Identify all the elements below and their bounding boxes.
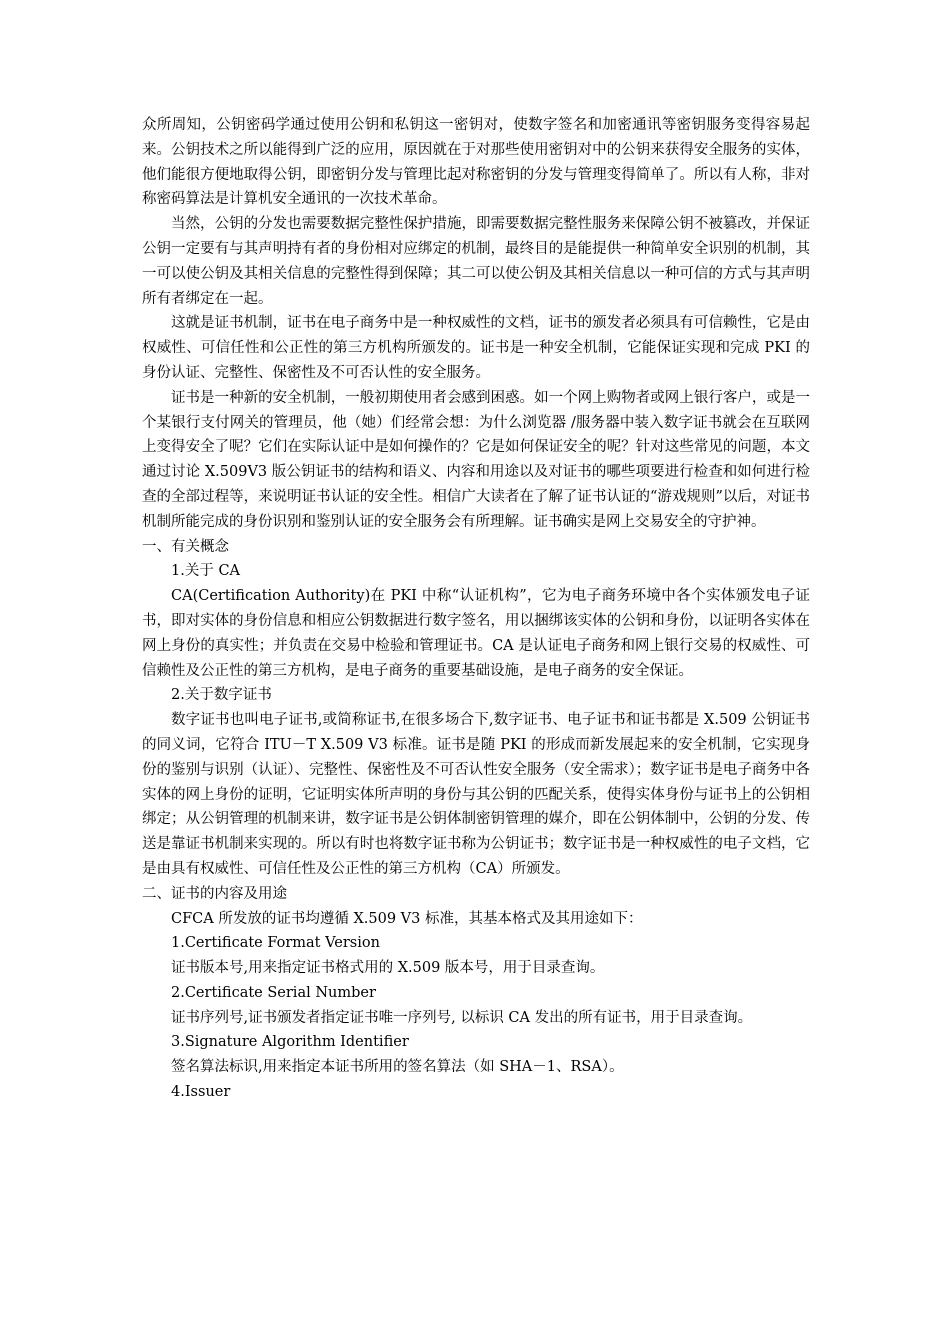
paragraph-intro: 众所周知，公钥密码学通过使用公钥和私钥这一密钥对，使数字签名和加密通讯等密钥服务变得容易起来。公钥技术之所以能得到广泛的应用，原因就在于对那些使用密钥对中的公钥来获得安全服务的实体，他们能很方便地取得公钥，即密钥分发与管理比起对称密钥的分发与管理变得简单了。所以有人称，非对称密码算法是计算机安全通讯的一次技术革命。: [142, 117, 810, 208]
document-page: [142, 113, 810, 1105]
field-heading-serial-number: 2.Certificate Serial Number: [171, 984, 376, 1001]
subheading-about-digital-certificate: 2.关于数字证书: [171, 687, 272, 704]
field-description-signature-algorithm: 签名算法标识,用来指定本证书所用的签名算法（如 SHA－1、RSA）。: [171, 1059, 624, 1076]
section-heading-certificate-contents: 二、证书的内容及用途: [142, 885, 287, 902]
paragraph-certificate-questions: 证书是一种新的安全机制，一般初期使用者会感到困惑。如一个网上购物者或网上银行客户，或是一个某银行支付网关的管理员，他（她）们经常会想：为什么浏览器 /服务器中装入数字证书就会在互联网上变得安全了呢？它们在实际认证中是如何操作的？它是如何保证安全的呢？针对这些常见的问题，本文通过讨论 X.509V3 版公钥证书的结构和语义、内容和用途以及对证书的哪些项要进行检查和如何进行检查的全部过程等，来说明证书认证的安全性。相信广大读者在了解了证书认证的“游戏规则”以后，对证书机制所能完成的身份识别和鉴别认证的安全服务会有所理解。证书确实是网上交易安全的守护神。: [142, 389, 810, 530]
subheading-about-ca: 1.关于 CA: [171, 563, 241, 580]
field-heading-format-version: 1.Certificate Format Version: [171, 935, 380, 952]
field-heading-signature-algorithm: 3.Signature Algorithm Identifier: [171, 1034, 409, 1051]
paragraph-cfca-format: CFCA 所发放的证书均遵循 X.509 V3 标准，其基本格式及其用途如下：: [171, 910, 643, 927]
paragraph-digital-certificate-definition: 数字证书也叫电子证书,或简称证书,在很多场合下,数字证书、电子证书和证书都是 X.509 公钥证书的同义词，它符合 ITU－T X.509 V3 标准。证书是随 PKI 的形成而新发展起来的安全机制，它实现身份的鉴别与识别（认证）、完整性、保密性及不可否认性安全服务（安全需求）；数字证书是电子商务中各实体的网上身份的证明，它证明实体所声明的身份与其公钥的匹配关系，使得实体身份与证书上的公钥相绑定；从公钥管理的机制来讲，数字证书是公钥体制密钥管理的媒介，即在公钥体制中，公钥的分发、传送是靠证书机制来实现的。所以有时也将数字证书称为公钥证书；数字证书是一种权威性的电子文档，它是由具有权威性、可信任性及公正性的第三方机构（CA）所颁发。: [142, 712, 810, 877]
field-heading-issuer: 4.Issuer: [171, 1084, 231, 1101]
field-description-format-version: 证书版本号,用来指定证书格式用的 X.509 版本号，用于目录查询。: [171, 960, 605, 977]
paragraph-certificate-mechanism: 这就是证书机制，证书在电子商务中是一种权威性的文档，证书的颁发者必须具有可信赖性，它是由权威性、可信任性和公正性的第三方机构所颁发的。证书是一种安全机制，它能保证实现和完成 PKI 的身份认证、完整性、保密性及不可否认性的安全服务。: [142, 315, 810, 381]
section-heading-concepts: 一、有关概念: [142, 538, 229, 555]
paragraph-key-distribution: 当然，公钥的分发也需要数据完整性保护措施，即需要数据完整性服务来保障公钥不被篡改，并保证公钥一定要有与其声明持有者的身份相对应绑定的机制，最终目的是能提供一种简单安全识别的机制，其一可以使公钥及其相关信息的完整性得到保障；其二可以使公钥及其相关信息以一种可信的方式与其声明所有者绑定在一起。: [142, 216, 810, 307]
paragraph-ca-definition: CA(Certification Authority)在 PKI 中称“认证机构”，它为电子商务环境中各个实体颁发电子证书，即对实体的身份信息和相应公钥数据进行数字签名，用以捆绑该实体的公钥和身份，以证明各实体在网上身份的真实性；并负责在交易中检验和管理证书。CA 是认证电子商务和网上银行交易的权威性、可信赖性及公正性的第三方机构，是电子商务的重要基础设施，是电子商务的安全保证。: [142, 588, 810, 679]
field-description-serial-number: 证书序列号,证书颁发者指定证书唯一序列号, 以标识 CA 发出的所有证书，用于目录查询。: [171, 1009, 753, 1026]
